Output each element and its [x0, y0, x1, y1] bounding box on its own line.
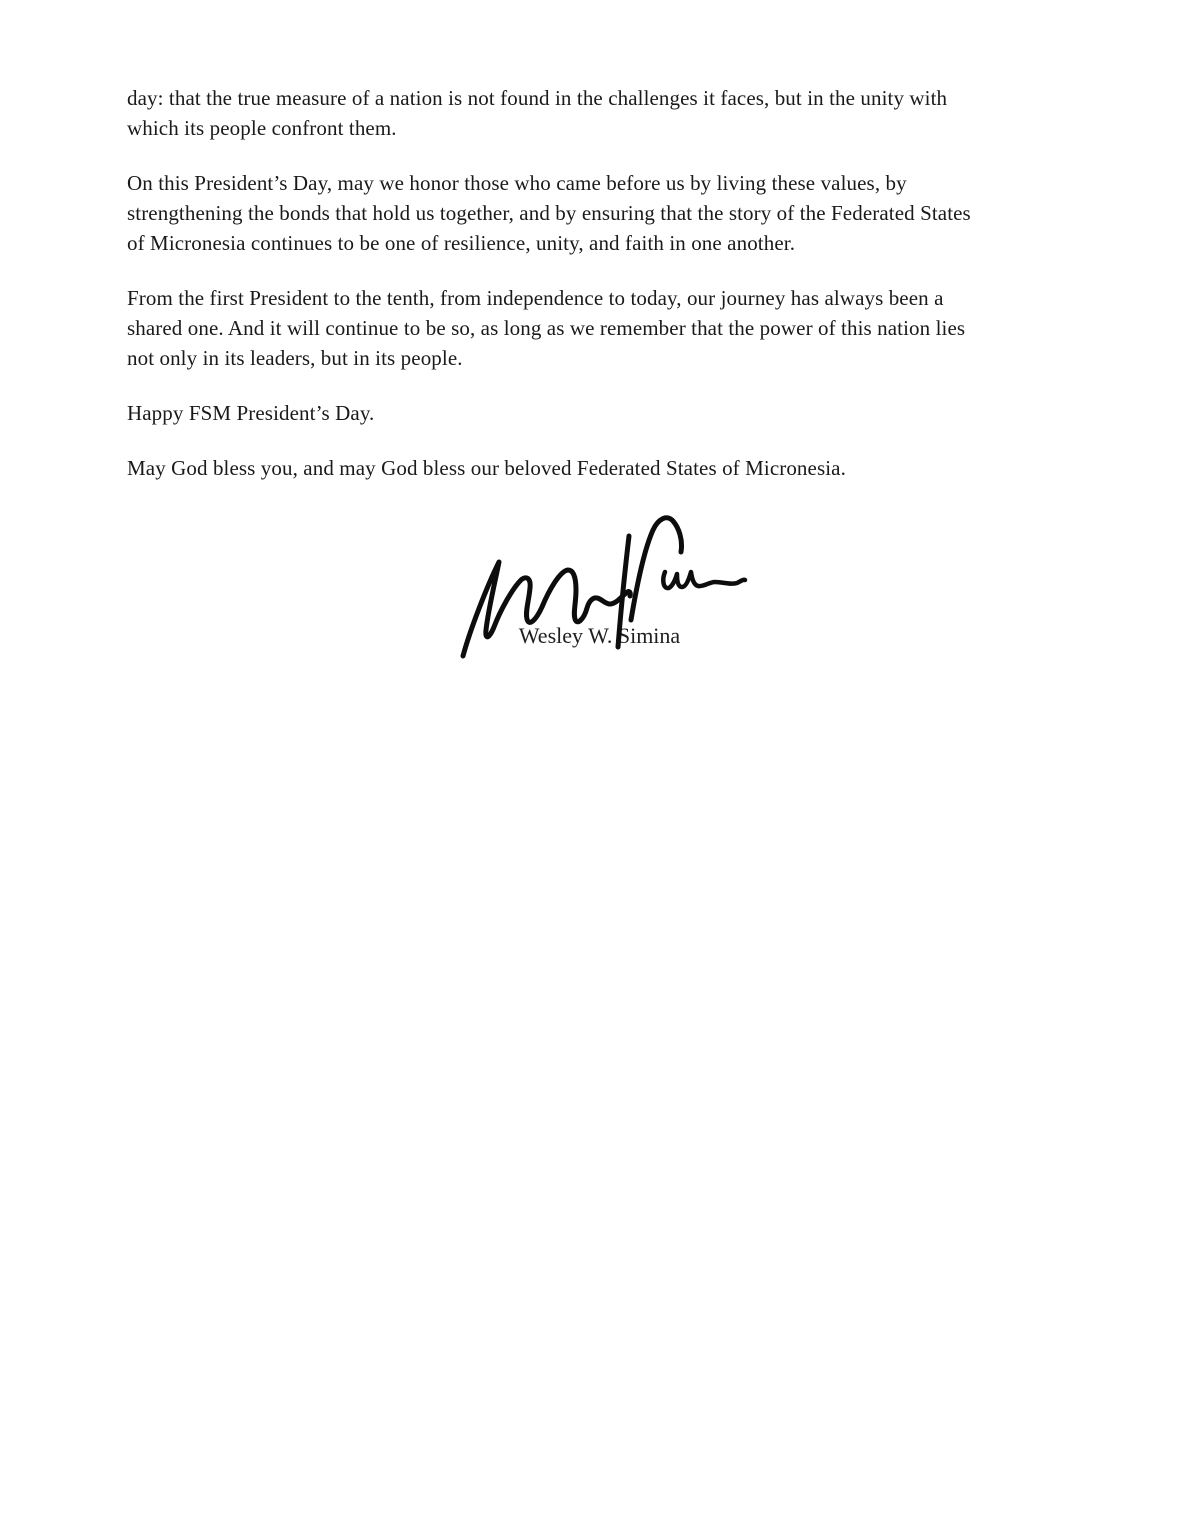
- text-line: not only in its leaders, but in its people.: [127, 346, 463, 370]
- paragraph-4: [127, 398, 1072, 428]
- paragraph-3: [127, 283, 1072, 373]
- signature-block: [445, 508, 755, 676]
- paragraph-1: [127, 83, 1072, 143]
- letter-body: [127, 83, 1072, 676]
- text-line: From the first President to the tenth, from independence to today, our journey has always been a: [127, 286, 944, 310]
- signatory-name: Wesley W. Simina: [518, 623, 681, 648]
- paragraph-2: [127, 168, 1072, 258]
- text-line: day: that the true measure of a nation is not found in the challenges it faces, but in the unity with: [127, 86, 948, 110]
- text-line: On this President’s Day, may we honor those who came before us by living these values, by: [127, 171, 907, 195]
- text-line: shared one. And it will continue to be so, as long as we remember that the power of this nation lies: [127, 316, 966, 340]
- text-line: strengthening the bonds that hold us together, and by ensuring that the story of the Federated States: [127, 201, 971, 225]
- text-line: May God bless you, and may God bless our beloved Federated States of Micronesia.: [127, 456, 846, 480]
- text-line: which its people confront them.: [127, 116, 397, 140]
- text-line: Happy FSM President’s Day.: [127, 401, 375, 425]
- handwritten-signature-image: [445, 508, 755, 676]
- text-line: of Micronesia continues to be one of resilience, unity, and faith in one another.: [127, 231, 796, 255]
- paragraph-5: [127, 453, 1072, 483]
